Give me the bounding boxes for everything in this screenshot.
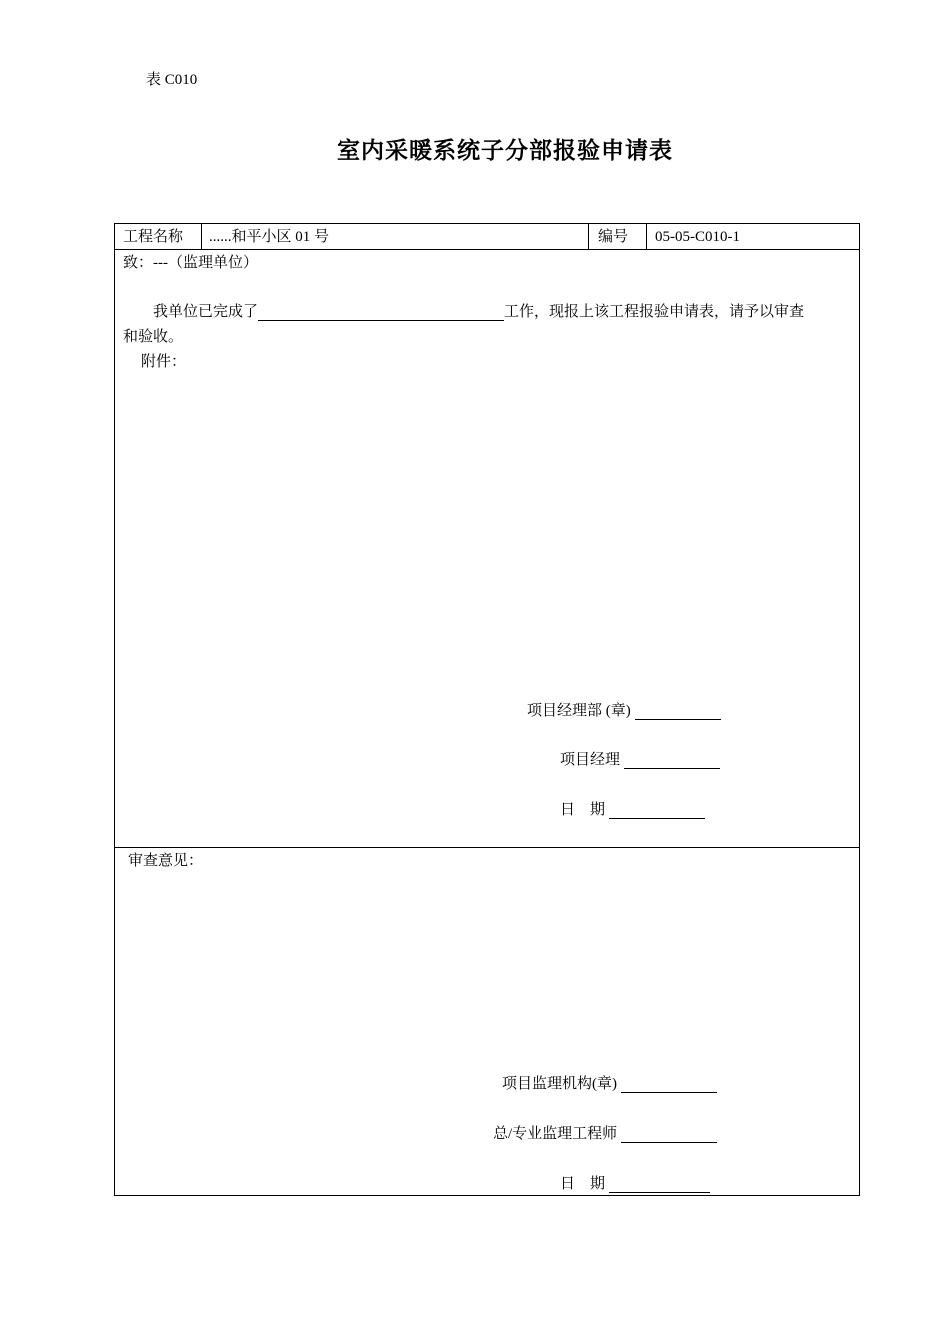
department-seal-row	[527, 702, 721, 720]
department-seal-label: 项目经理部 (章)	[527, 703, 631, 719]
code-label: 编号	[598, 229, 629, 245]
department-seal-blank[interactable]	[635, 704, 721, 720]
header-bottom-line	[114, 249, 860, 250]
application-body-line-2: 和验收。	[123, 329, 184, 345]
engineer-label: 总/专业监理工程师	[493, 1126, 618, 1142]
review-date-row	[560, 1175, 710, 1193]
application-date-label: 日 期	[560, 802, 606, 818]
application-date-blank[interactable]	[609, 803, 705, 819]
attachments-label: 附件：	[141, 354, 187, 370]
header-divider-2	[588, 223, 589, 250]
supervision-org-row	[502, 1075, 717, 1093]
page-title: 室内采暖系统子分部报验申请表	[337, 138, 673, 163]
manager-row	[560, 751, 720, 769]
application-date-row	[560, 801, 705, 819]
manager-blank[interactable]	[624, 753, 720, 769]
application-body-line-1	[153, 303, 804, 321]
header-divider-3	[646, 223, 647, 250]
review-opinion-label: 审查意见：	[128, 853, 204, 869]
engineer-blank[interactable]	[621, 1127, 717, 1143]
body-prefix: 我单位已完成了	[153, 304, 259, 320]
manager-label: 项目经理	[560, 752, 621, 768]
work-blank[interactable]	[258, 305, 504, 321]
project-name-value: ......和平小区 01 号	[209, 229, 330, 245]
form-frame	[114, 223, 860, 1196]
body-suffix: 工作，现报上该工程报验申请表，请予以审查	[504, 304, 805, 320]
review-date-blank[interactable]	[609, 1177, 710, 1193]
supervision-org-label: 项目监理机构(章)	[502, 1076, 617, 1092]
form-number: 表 C010	[146, 72, 198, 88]
addressee: 致：---（监理单位）	[123, 255, 258, 271]
project-name-label: 工程名称	[123, 229, 184, 245]
engineer-row	[493, 1125, 717, 1143]
supervision-org-blank[interactable]	[621, 1077, 717, 1093]
header-divider-1	[201, 223, 202, 250]
section-divider-line	[114, 847, 860, 848]
review-date-label: 日 期	[560, 1176, 606, 1192]
code-value: 05-05-C010-1	[655, 229, 740, 245]
